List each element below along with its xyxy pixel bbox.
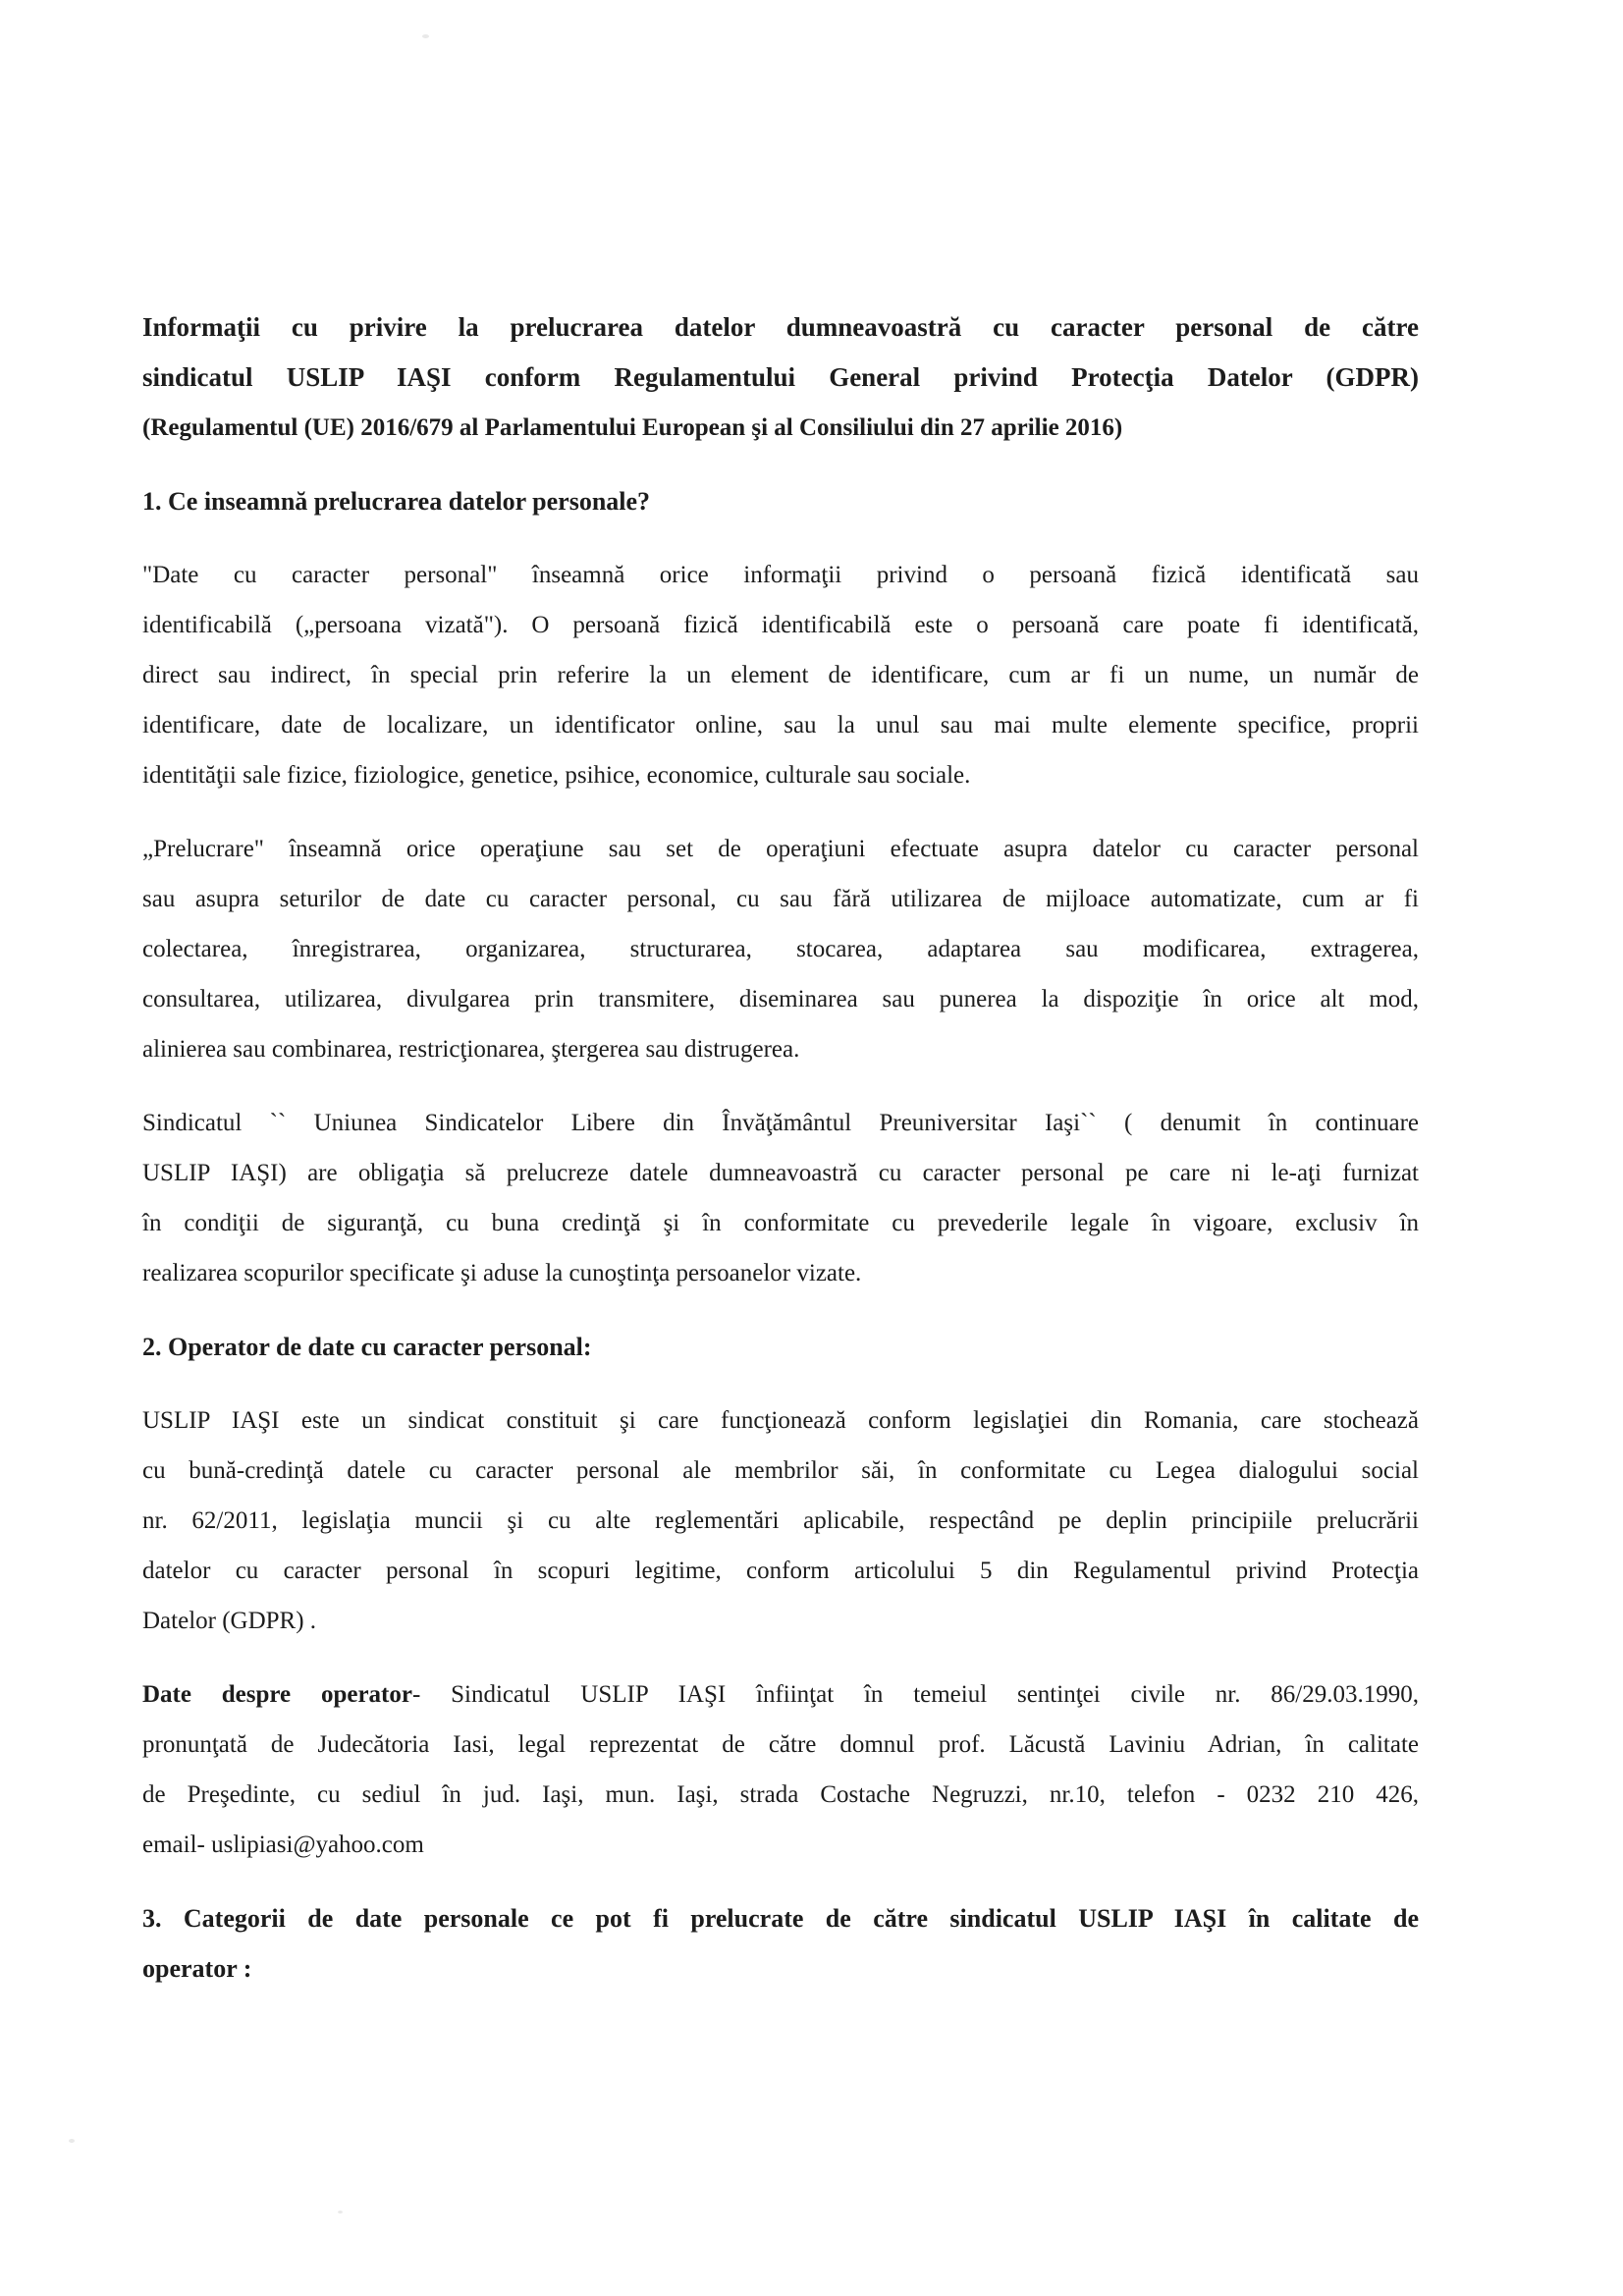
paragraph-line: în condiţii de siguranţă, cu buna credinţă şi în conformitate cu prevederile legale în vigoare, exclusiv în <box>142 1210 1419 1236</box>
paragraph-line: cu bună-credinţă datele cu caracter personal ale membrilor săi, în conformitate cu Legea dialogului social <box>142 1457 1419 1484</box>
paragraph-line: sau asupra seturilor de date cu caracter personal, cu sau fără utilizarea de mijloace automatizate, cum ar fi <box>142 886 1419 912</box>
section-1-paragraph-1 <box>142 550 1419 800</box>
heading-line-1: 3. Categorii de date personale ce pot fi prelucrate de către sindicatul USLIP IAŞI în calitate de <box>142 1904 1419 1933</box>
paragraph-line: realizarea scopurilor specificate şi aduse la cunoştinţa persoanelor vizate. <box>142 1260 862 1286</box>
paragraph-line: identităţii sale fizice, fiziologice, genetice, psihice, economice, culturale sau sociale. <box>142 762 971 789</box>
title-line-1: Informaţii cu privire la prelucrarea datelor dumneavoastră cu caracter personal de către <box>142 312 1419 342</box>
paragraph-line: identificare, date de localizare, un identificator online, sau la unul sau mai multe elemente specifice, proprii <box>142 712 1419 738</box>
paragraph-line: „Prelucrare" înseamnă orice operaţiune sau set de operaţiuni efectuate asupra datelor cu caracter personal <box>142 836 1419 862</box>
paragraph-line <box>142 1669 1419 1720</box>
paragraph-line: colectarea, înregistrarea, organizarea, structurarea, stocarea, adaptarea sau modificarea, extragerea, <box>142 936 1419 962</box>
paragraph-line: alinierea sau combinarea, restricţionarea, ştergerea sau distrugerea. <box>142 1036 800 1063</box>
operator-details-paragraph <box>142 1669 1419 1870</box>
title-line-2: sindicatul USLIP IAŞI conform Regulamentului General privind Protecţia Datelor (GDPR) <box>142 362 1419 392</box>
document-title <box>142 302 1419 453</box>
paragraph-line: nr. 62/2011, legislaţia muncii şi cu alte reglementări aplicabile, respectând pe deplin principiile prelucrării <box>142 1507 1419 1534</box>
section-2-heading <box>142 1322 1419 1372</box>
title-line-3: (Regulamentul (UE) 2016/679 al Parlamentului European şi al Consiliului din 27 aprilie 2016) <box>142 414 1123 441</box>
paragraph-line: Datelor (GDPR) . <box>142 1608 317 1634</box>
heading-line-2: operator : <box>142 1954 252 1983</box>
paragraph-line: datelor cu caracter personal în scopuri legitime, conform articolului 5 din Regulamentul privind Protecţia <box>142 1558 1419 1584</box>
paragraph-line: identificabilă („persoana vizată"). O persoană fizică identificabilă este o persoană care poate fi identificată, <box>142 612 1419 638</box>
operator-bold-lead: Date despre operator <box>142 1681 412 1708</box>
section-1-paragraph-3 <box>142 1098 1419 1298</box>
paragraph-line: Sindicatul `` Uniunea Sindicatelor Libere din Învăţământul Preuniversitar Iaşi`` ( denumit în continuare <box>142 1110 1419 1136</box>
section-1-heading <box>142 476 1419 526</box>
heading-text: 2. Operator de date cu caracter personal: <box>142 1333 592 1361</box>
operator-email-line: email- uslipiasi@yahoo.com <box>142 1831 424 1858</box>
paragraph-line: "Date cu caracter personal" înseamnă orice informaţii privind o persoană fizică identificată sau <box>142 562 1419 588</box>
scan-speck <box>69 2139 75 2143</box>
paragraph-line: direct sau indirect, în special prin referire la un element de identificare, cum ar fi un nume, un număr de <box>142 662 1419 688</box>
paragraph-line: de Preşedinte, cu sediul în jud. Iaşi, mun. Iaşi, strada Costache Negruzzi, nr.10, telefon - 0232 210 426, <box>142 1781 1419 1808</box>
scan-speck <box>338 2211 343 2214</box>
paragraph-line: USLIP IAŞI este un sindicat constituit şi care funcţionează conform legislaţiei din Romania, care stochează <box>142 1407 1419 1434</box>
paragraph-line: USLIP IAŞI) are obligaţia să prelucreze datele dumneavoastră cu caracter personal pe care ni le-aţi furnizat <box>142 1160 1419 1186</box>
scan-speck <box>422 34 429 38</box>
section-3-heading <box>142 1893 1419 1994</box>
document-body <box>142 302 1419 1994</box>
section-2-paragraph-1 <box>142 1395 1419 1646</box>
heading-text: 1. Ce inseamnă prelucrarea datelor personale? <box>142 487 651 516</box>
operator-line-rest: - Sindicatul USLIP IAŞI înfiinţat în temeiul sentinţei civile nr. 86/29.03.1990, <box>411 1681 1419 1708</box>
paragraph-line: pronunţată de Judecătoria Iasi, legal reprezentat de către domnul prof. Lăcustă Laviniu Adrian, în calitate <box>142 1731 1419 1758</box>
paragraph-line: consultarea, utilizarea, divulgarea prin transmitere, diseminarea sau punerea la dispoziţie în orice alt mod, <box>142 986 1419 1012</box>
section-1-paragraph-2 <box>142 824 1419 1074</box>
